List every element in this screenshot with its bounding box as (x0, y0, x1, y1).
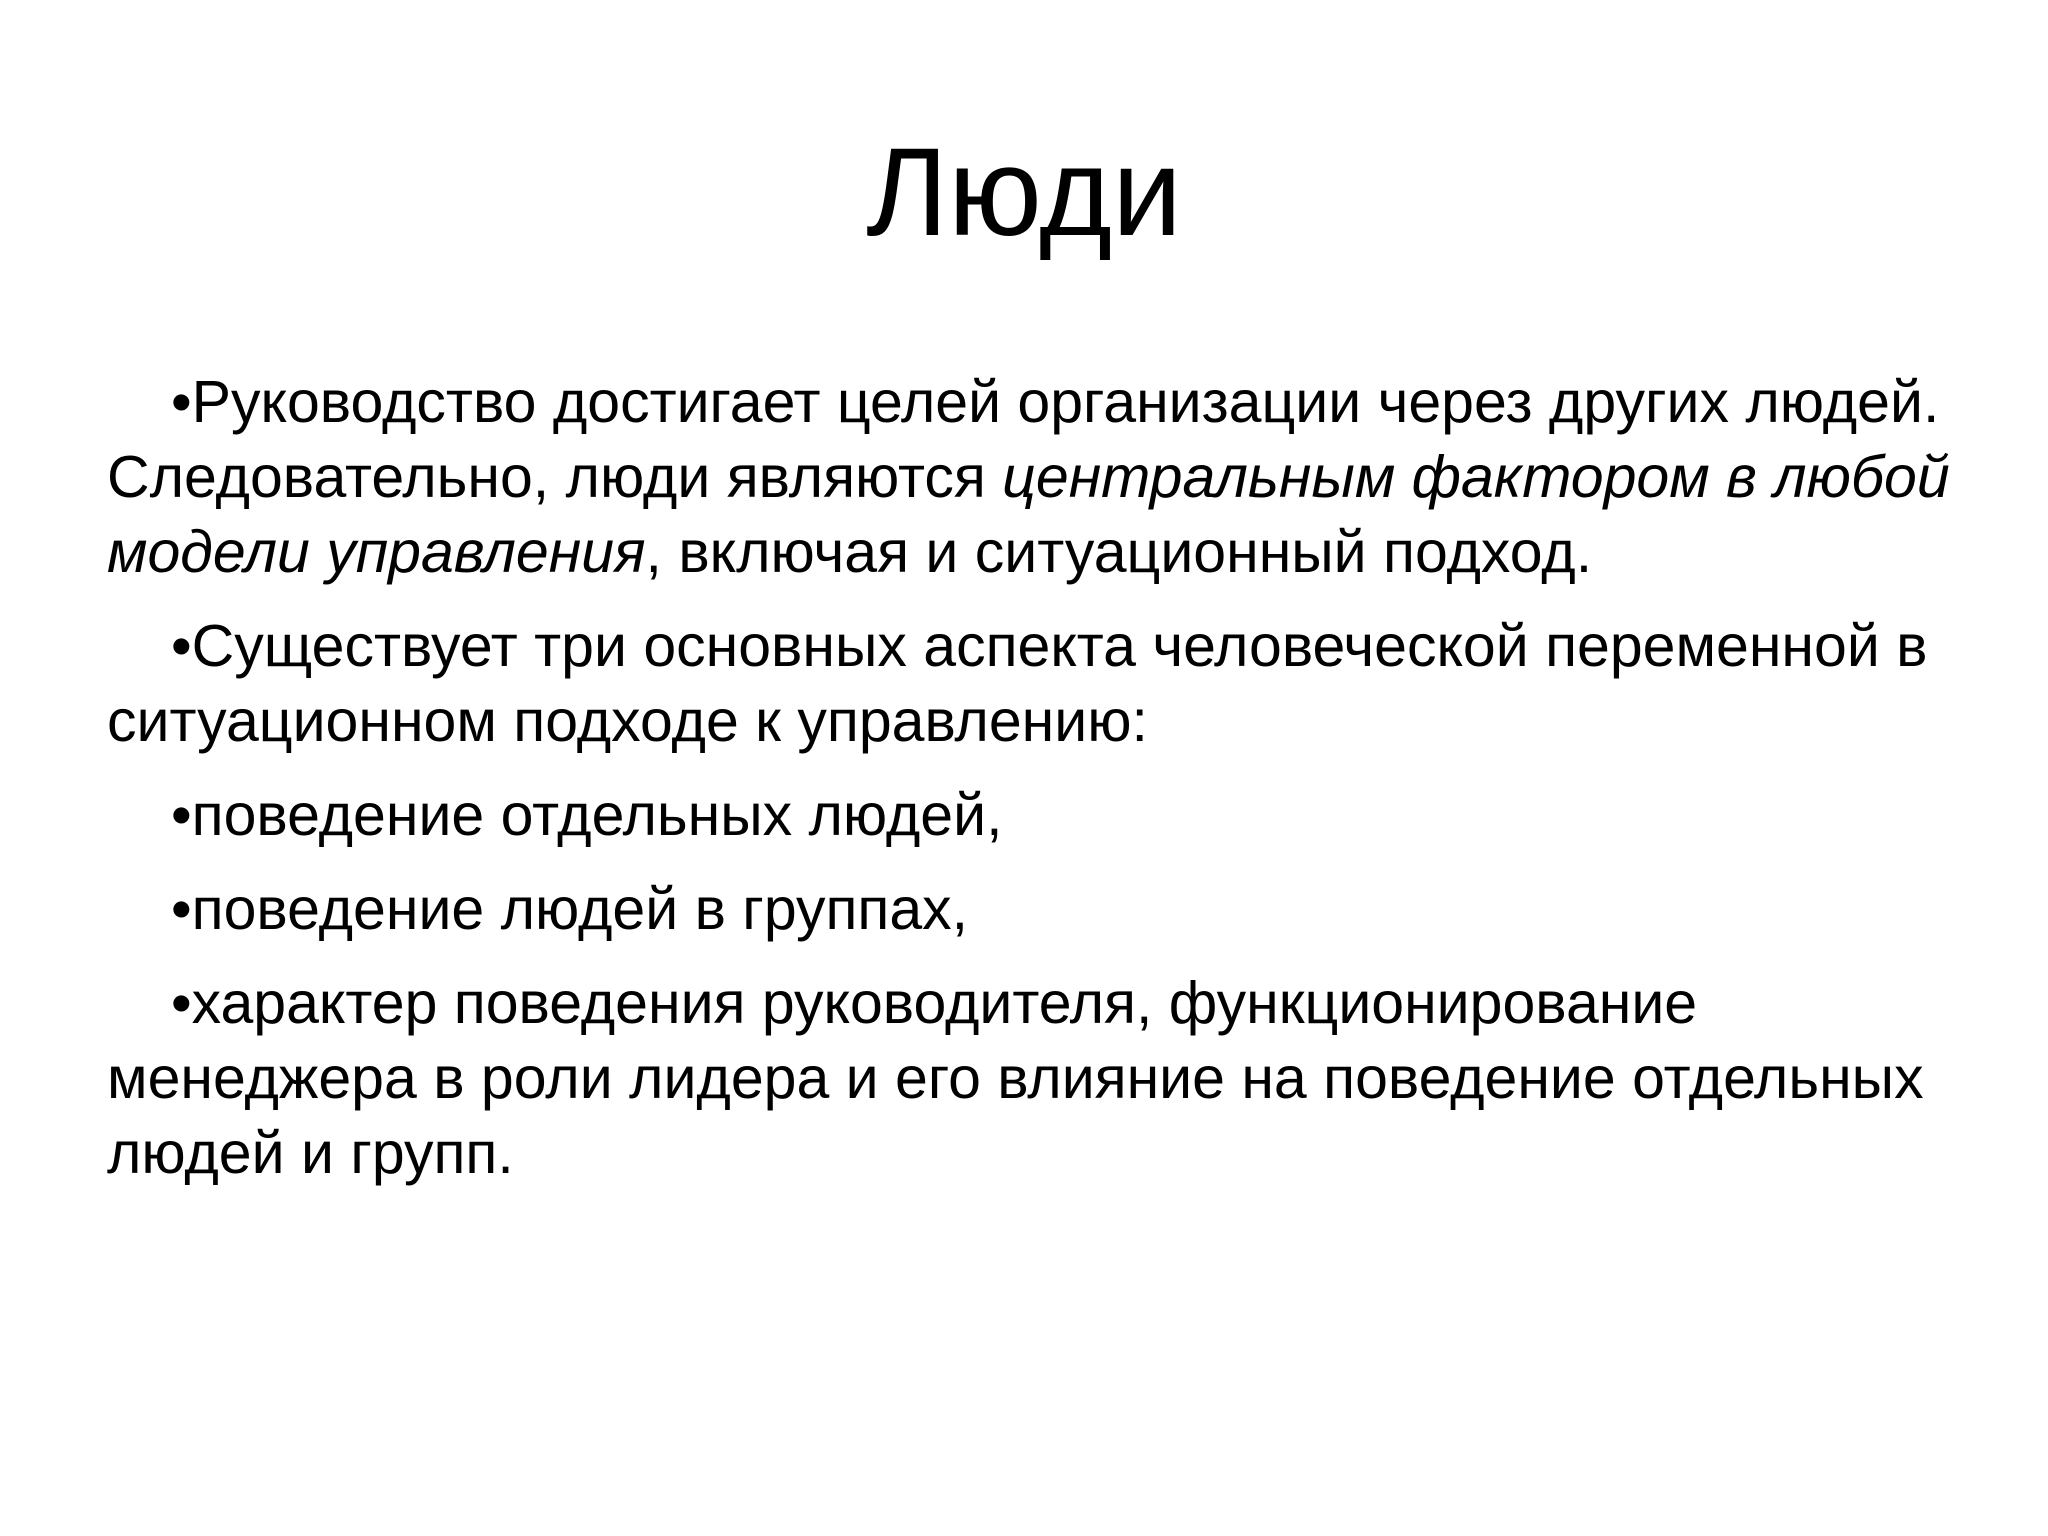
bullet-item (107, 365, 1987, 590)
bullet-text-tail: , включая и ситуационный подход. (645, 519, 1593, 585)
bullet-text: Существует три основных аспекта человеческой переменной в ситуационном подходе к управлению: (107, 613, 1928, 754)
bullet-text: поведение людей в группах, (191, 876, 969, 942)
bullet-marker: • (171, 970, 192, 1036)
bullet-marker: • (171, 613, 192, 679)
bullet-text: Руководство достигает целей организации через других людей. Следовательно, люди являются (107, 369, 1940, 510)
bullet-item (107, 966, 1987, 1191)
bullet-text: характер поведения руководителя, функционирование менеджера в роли лидера и его влияние на поведение отдельных людей и групп. (107, 970, 1924, 1186)
bullet-marker: • (171, 782, 192, 848)
slide-title: Люди (866, 123, 1182, 262)
bullet-item (107, 778, 1987, 853)
bullet-item (107, 872, 1987, 947)
bullet-marker: • (171, 369, 192, 435)
bullet-item (107, 609, 1987, 759)
bullet-list (107, 365, 1987, 1210)
bullet-text: поведение отдельных людей, (191, 782, 1003, 848)
bullet-emphasis-text: центральным фактором в любой модели управления (107, 444, 1950, 585)
bullet-marker: • (171, 876, 192, 942)
